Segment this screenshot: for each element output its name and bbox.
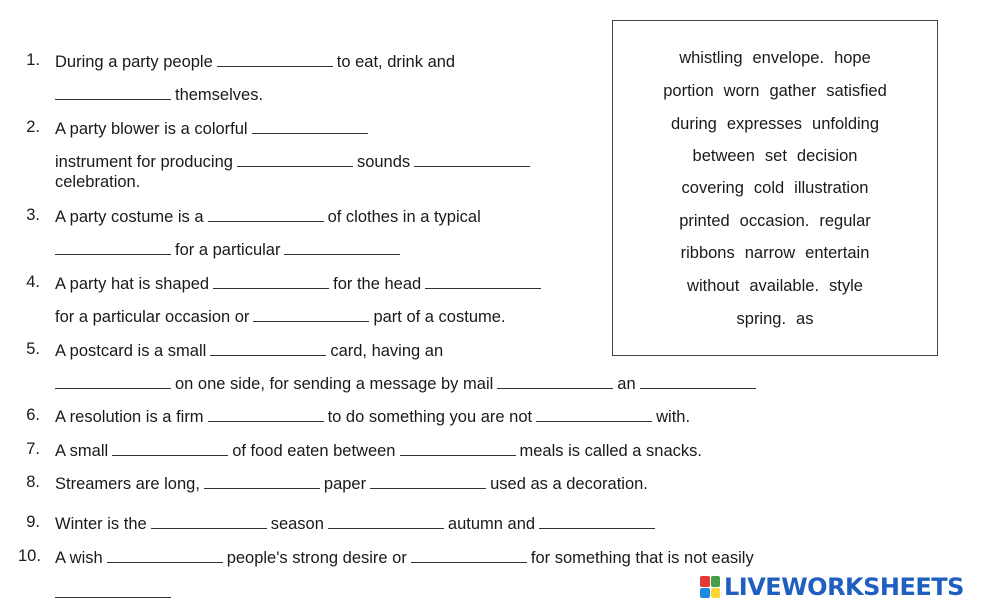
word-bank-word: narrow: [744, 244, 796, 262]
answer-blank[interactable]: [284, 238, 400, 255]
answer-blank[interactable]: [208, 205, 324, 222]
word-bank-row: [613, 147, 937, 166]
question-text: for something that is not easily: [530, 549, 754, 567]
logo-square-blue: [700, 588, 710, 599]
logo-square-yellow: [711, 588, 721, 599]
answer-blank[interactable]: [252, 117, 368, 134]
word-bank-word: as: [796, 310, 814, 328]
word-bank-word: regular: [819, 212, 871, 230]
word-bank-word: whistling: [679, 49, 743, 67]
word-bank-word: satisfied: [826, 82, 887, 100]
answer-blank[interactable]: [328, 512, 444, 529]
question-text: themselves.: [175, 86, 264, 104]
question-line: [55, 238, 404, 260]
question-number: 6.: [26, 406, 40, 424]
word-bank-row: [613, 82, 937, 101]
answer-blank[interactable]: [414, 150, 530, 167]
answer-blank[interactable]: [536, 405, 652, 422]
question-line: [55, 581, 175, 603]
question-text: A party hat is shaped: [55, 275, 210, 293]
question-text: paper: [323, 475, 367, 493]
word-bank-word: decision: [796, 147, 858, 165]
question-text: A resolution is a firm: [55, 408, 204, 426]
answer-blank[interactable]: [112, 439, 228, 456]
question-text: card, having an: [330, 342, 444, 360]
answer-blank[interactable]: [539, 512, 655, 529]
question-text: A postcard is a small: [55, 342, 207, 360]
logo-text: LIVEWORKSHEETS: [724, 573, 964, 601]
question-number: 8.: [26, 473, 40, 491]
question-number: 3.: [26, 206, 40, 224]
question-text: Streamers are long,: [55, 475, 200, 493]
word-bank-word: entertain: [805, 244, 870, 262]
word-bank-row: [613, 310, 937, 329]
answer-blank[interactable]: [55, 581, 171, 598]
word-bank-word: gather: [769, 82, 817, 100]
question-line: [55, 372, 760, 394]
question-line: [55, 272, 545, 294]
word-bank-row: [613, 212, 937, 231]
word-bank-row: [613, 179, 937, 198]
question-text: A party blower is a colorful: [55, 120, 248, 138]
word-bank-row: [613, 115, 937, 134]
answer-blank[interactable]: [55, 372, 171, 389]
question-line: [55, 339, 443, 361]
answer-blank[interactable]: [55, 238, 171, 255]
question-text: A small: [55, 442, 109, 460]
question-text: for a particular: [175, 241, 281, 259]
question-text: to do something you are not: [327, 408, 533, 426]
question-text: sounds: [356, 153, 411, 171]
word-bank-word: cold: [753, 179, 785, 197]
question-number: 2.: [26, 118, 40, 136]
word-bank-box: [612, 20, 938, 356]
word-bank-word: portion: [663, 82, 714, 100]
word-bank-word: ribbons: [680, 244, 735, 262]
word-bank-row: [613, 244, 937, 263]
question-line: [55, 405, 690, 427]
word-bank-word: printed: [679, 212, 730, 230]
question-number: 9.: [26, 513, 40, 531]
question-text: of food eaten between: [232, 442, 396, 460]
question-text: instrument for producing: [55, 153, 233, 171]
question-text: autumn and: [447, 515, 536, 533]
question-line: [55, 83, 263, 105]
question-line: [55, 305, 506, 327]
word-bank-word: worn: [723, 82, 760, 100]
question-text: to eat, drink and: [336, 53, 456, 71]
question-text: meals is called a snacks.: [519, 442, 702, 460]
question-number: 7.: [26, 440, 40, 458]
question-text: with.: [656, 408, 691, 426]
answer-blank[interactable]: [213, 272, 329, 289]
question-text: season: [270, 515, 324, 533]
answer-blank[interactable]: [370, 472, 486, 489]
question-text: for the head: [333, 275, 422, 293]
word-bank-word: unfolding: [812, 115, 880, 133]
word-bank-word: illustration: [794, 179, 869, 197]
question-number: 10.: [18, 547, 41, 565]
answer-blank[interactable]: [55, 83, 171, 100]
word-bank-word: hope: [834, 49, 871, 67]
liveworksheets-logo: [700, 574, 964, 600]
question-text: for a particular occasion or: [55, 308, 250, 326]
question-number: 5.: [26, 340, 40, 358]
question-text: on one side, for sending a message by mail: [175, 375, 494, 393]
word-bank-word: available.: [749, 277, 820, 295]
answer-blank[interactable]: [107, 546, 223, 563]
logo-square-red: [700, 576, 710, 587]
logo-badge-icon: [700, 576, 720, 598]
question-text: A wish: [55, 549, 103, 567]
answer-blank[interactable]: [253, 305, 369, 322]
answer-blank[interactable]: [151, 512, 267, 529]
question-line: [55, 546, 754, 568]
word-bank-word: covering: [681, 179, 744, 197]
word-bank-word: without: [687, 277, 740, 295]
logo-square-green: [711, 576, 721, 587]
answer-blank[interactable]: [210, 339, 326, 356]
question-number: 4.: [26, 273, 40, 291]
answer-blank[interactable]: [497, 372, 613, 389]
answer-blank[interactable]: [640, 372, 756, 389]
word-bank-word: set: [764, 147, 787, 165]
answer-blank[interactable]: [400, 439, 516, 456]
question-line: [55, 117, 372, 139]
question-text: During a party people: [55, 53, 213, 71]
answer-blank[interactable]: [204, 472, 320, 489]
question-line: [55, 172, 140, 192]
question-text: used as a decoration.: [490, 475, 648, 493]
word-bank-word: expresses: [726, 115, 803, 133]
question-line: [55, 472, 648, 494]
word-bank-word: envelope.: [752, 49, 825, 67]
answer-blank[interactable]: [425, 272, 541, 289]
question-text: an: [617, 375, 636, 393]
answer-blank[interactable]: [411, 546, 527, 563]
word-bank-word: between: [692, 147, 755, 165]
word-bank-word: spring.: [736, 310, 787, 328]
question-text: of clothes in a typical: [327, 208, 481, 226]
word-bank-row: [613, 277, 937, 296]
word-bank-word: during: [670, 115, 717, 133]
question-text: people's strong desire or: [226, 549, 407, 567]
answer-blank[interactable]: [208, 405, 324, 422]
question-line: [55, 150, 534, 172]
question-line: [55, 439, 702, 461]
answer-blank[interactable]: [237, 150, 353, 167]
word-bank-word: occasion.: [739, 212, 810, 230]
question-text: celebration.: [55, 173, 141, 191]
question-text: Winter is the: [55, 515, 147, 533]
question-number: 1.: [26, 51, 40, 69]
question-line: [55, 512, 659, 534]
word-bank-row: [613, 49, 937, 68]
question-line: [55, 205, 481, 227]
word-bank-word: style: [829, 277, 863, 295]
question-text: A party costume is a: [55, 208, 204, 226]
question-text: part of a costume.: [373, 308, 506, 326]
question-line: [55, 50, 455, 72]
answer-blank[interactable]: [217, 50, 333, 67]
